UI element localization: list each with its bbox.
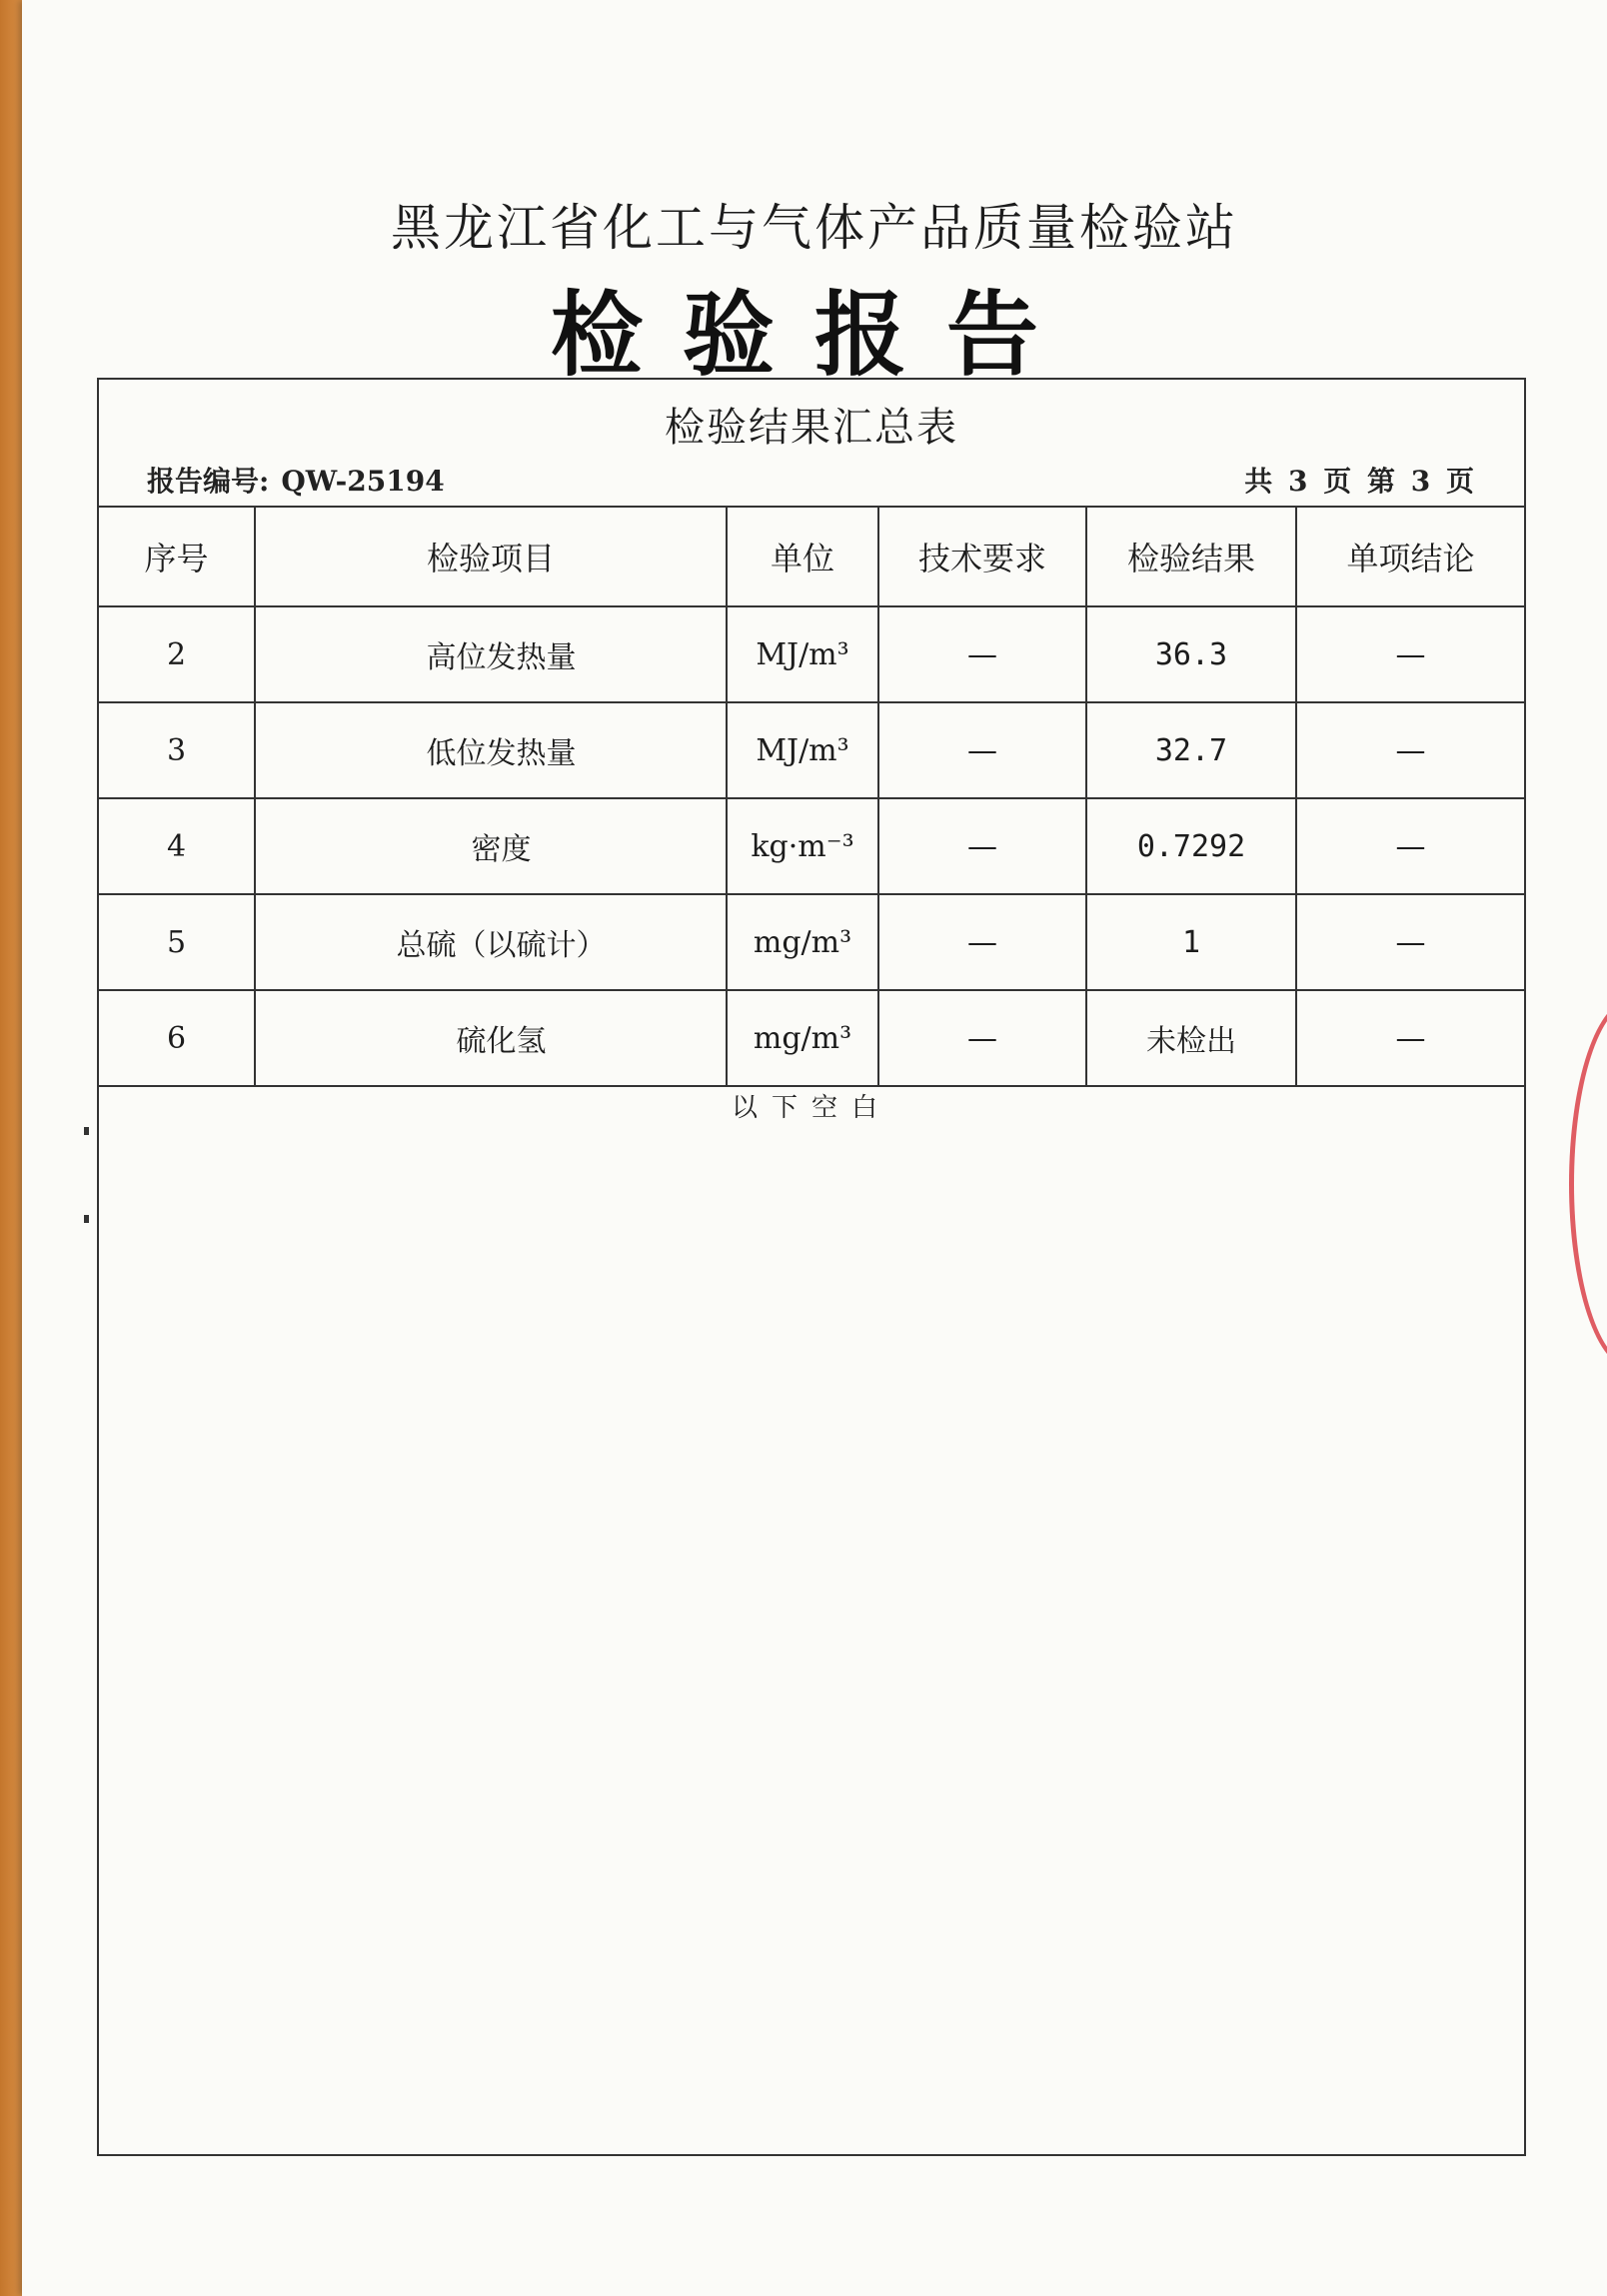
report-page xyxy=(22,0,1607,2296)
cell-result: 1 xyxy=(1086,894,1296,990)
cell-result: 未检出 xyxy=(1086,990,1296,1086)
cell-unit: mg/m³ xyxy=(727,894,878,990)
cell-requirement: — xyxy=(878,606,1086,702)
red-seal-stamp xyxy=(1569,999,1607,1369)
cell-conclusion: — xyxy=(1296,702,1524,798)
cell-conclusion: — xyxy=(1296,606,1524,702)
results-table xyxy=(99,506,1524,1087)
cell-result: 0.7292 xyxy=(1086,798,1296,894)
report-number-value: QW-25194 xyxy=(281,465,445,498)
cell-no: 3 xyxy=(99,702,255,798)
table-row xyxy=(99,798,1524,894)
cell-result: 36.3 xyxy=(1086,606,1296,702)
table-header-row xyxy=(99,507,1524,606)
blank-below-note: 以下空白 xyxy=(731,1093,891,1123)
table-row xyxy=(99,990,1524,1086)
header-cell-requirement: 技术要求 xyxy=(878,507,1086,606)
cell-conclusion: — xyxy=(1296,894,1524,990)
cell-no: 5 xyxy=(99,894,255,990)
cell-requirement: — xyxy=(878,798,1086,894)
header-cell-unit: 单位 xyxy=(727,507,878,606)
cell-conclusion: — xyxy=(1296,798,1524,894)
cell-item: 低位发热量 xyxy=(255,702,727,798)
cell-requirement: — xyxy=(878,894,1086,990)
page-count: 共 3 页 第 3 页 xyxy=(1244,465,1474,498)
cell-no: 2 xyxy=(99,606,255,702)
organization-name: 黑龙江省化工与气体产品质量检验站 xyxy=(391,199,1238,257)
cell-requirement: — xyxy=(878,990,1086,1086)
table-row xyxy=(99,606,1524,702)
header-cell-no: 序号 xyxy=(99,507,255,606)
document-title: 检验报告 xyxy=(550,281,1078,389)
header-cell-result: 检验结果 xyxy=(1086,507,1296,606)
report-number xyxy=(147,460,445,500)
table-row xyxy=(99,702,1524,798)
cell-result: 32.7 xyxy=(1086,702,1296,798)
cell-unit: mg/m³ xyxy=(727,990,878,1086)
header-cell-item: 检验项目 xyxy=(255,507,727,606)
cell-requirement: — xyxy=(878,702,1086,798)
cell-conclusion: — xyxy=(1296,990,1524,1086)
cell-no: 6 xyxy=(99,990,255,1086)
binding-mark xyxy=(84,1215,89,1223)
header-cell-conclusion: 单项结论 xyxy=(1296,507,1524,606)
binding-mark xyxy=(84,1127,89,1135)
summary-table-title: 检验结果汇总表 xyxy=(665,405,958,451)
cell-item: 硫化氢 xyxy=(255,990,727,1086)
cell-item: 密度 xyxy=(255,798,727,894)
cell-unit: kg·m⁻³ xyxy=(727,798,878,894)
cell-item: 高位发热量 xyxy=(255,606,727,702)
table-row xyxy=(99,894,1524,990)
cell-item: 总硫（以硫计） xyxy=(255,894,727,990)
cell-unit: MJ/m³ xyxy=(727,702,878,798)
cell-unit: MJ/m³ xyxy=(727,606,878,702)
cell-no: 4 xyxy=(99,798,255,894)
report-frame xyxy=(97,378,1526,2156)
report-number-label: 报告编号: xyxy=(147,465,270,498)
